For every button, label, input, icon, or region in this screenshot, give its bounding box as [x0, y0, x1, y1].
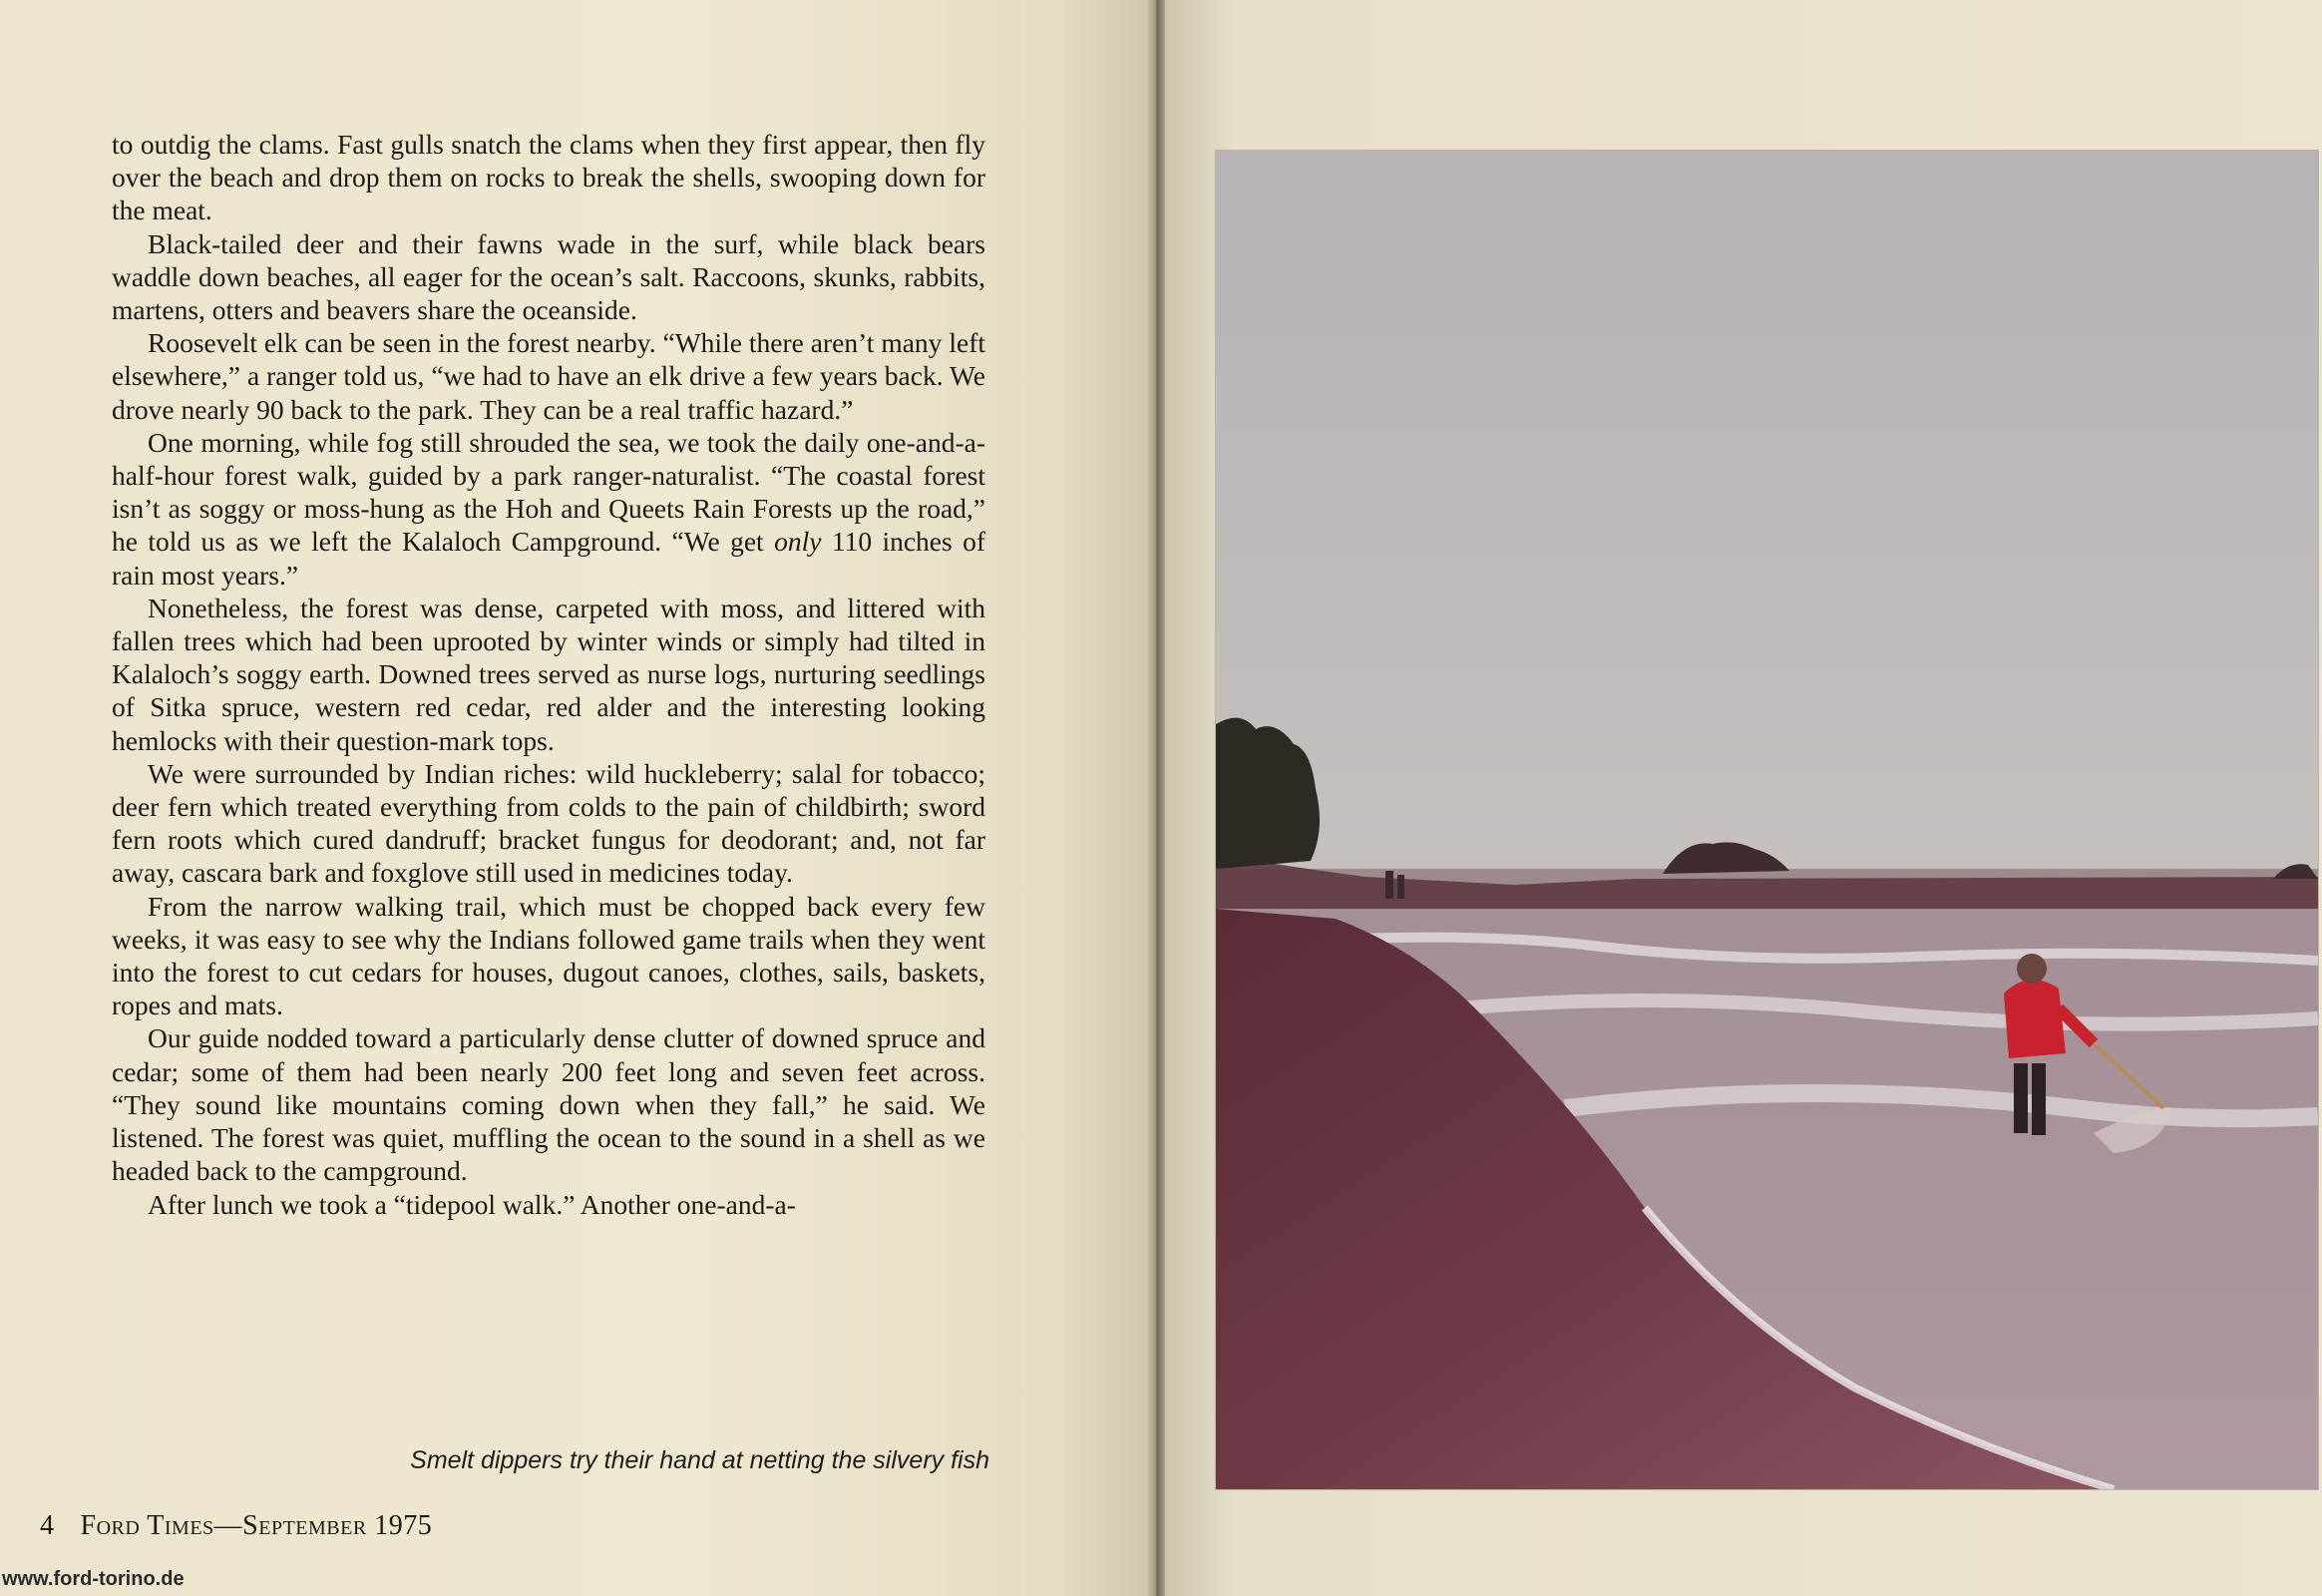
paragraph-text: 110 inches of rain most years.”	[112, 526, 985, 591]
source-watermark: www.ford-torino.de	[2, 1568, 185, 1590]
page-footer	[40, 1510, 432, 1542]
beach-photo	[1215, 150, 2319, 1490]
paragraph: Our guide nodded toward a particularly dense clutter of downed spruce and cedar; some of them had been nearly 200 feet long and seven feet across. “They sound like mountains coming down when they fall,” he said. We listened. The forest was quiet, muffling the ocean to the sound in a shell as we headed back to the campground.	[112, 1022, 985, 1187]
page-gutter	[1145, 0, 1167, 1596]
article-text	[112, 128, 985, 1221]
paragraph: Roosevelt elk can be seen in the forest nearby. “While there aren’t many left elsewhere,” a ranger told us, “we had to have an elk drive a few years back. We drove nearly 90 back to the park. They can be a real traffic hazard.”	[112, 327, 985, 425]
left-page	[0, 0, 1152, 1596]
publication-title: Ford Times—September 1975	[80, 1510, 433, 1541]
beach-scene-illustration	[1216, 151, 2318, 1489]
paragraph	[112, 426, 985, 592]
paragraph: After lunch we took a “tidepool walk.” Another one-and-a-	[148, 1188, 796, 1220]
photo-caption: Smelt dippers try their hand at netting the silvery fish	[410, 1446, 989, 1474]
paragraph: Black-tailed deer and their fawns wade in the surf, while black bears waddle down beaches, all eager for the ocean’s salt. Raccoons, skunks, rabbits, martens, otters and beavers share the oceanside.	[112, 227, 985, 326]
emphasis-text: only	[774, 526, 822, 558]
paragraph-text: One morning, while fog still shrouded the sea, we took the daily one-and-a-half-hour forest walk, guided by a park ranger-naturalist. “The coastal forest isn’t as soggy or moss-hung as the Hoh and Queets Rain Forests up the road,” he told us as we left the Kalaloch Campground. “We get	[112, 426, 985, 558]
paragraph: From the narrow walking trail, which must be chopped back every few weeks, it was easy to see why the Indians followed game trails when they went into the forest to cut cedars for houses, dugout canoes, clothes, sails, baskets, ropes and mats.	[112, 890, 985, 1021]
paragraph: to outdig the clams. Fast gulls snatch the clams when they first appear, then fly over the beach and drop them on rocks to break the shells, swooping down for the meat.	[112, 129, 985, 226]
paragraph: Nonetheless, the forest was dense, carpeted with moss, and littered with fallen trees which had been uprooted by winter winds or simply had tilted in Kalaloch’s soggy earth. Downed trees served as nurse logs, nurturing seedlings of Sitka spruce, western red cedar, red alder and the interesting looking hemlocks with their question-mark tops.	[112, 592, 985, 756]
page-number: 4	[40, 1510, 55, 1541]
paragraph: We were surrounded by Indian riches: wild huckleberry; salal for tobacco; deer fern which treated everything from colds to the pain of childbirth; sword fern roots which cured dandruff; bracket fungus for deodorant; and, not far away, cascara bark and foxglove still used in medicines today.	[112, 757, 985, 889]
